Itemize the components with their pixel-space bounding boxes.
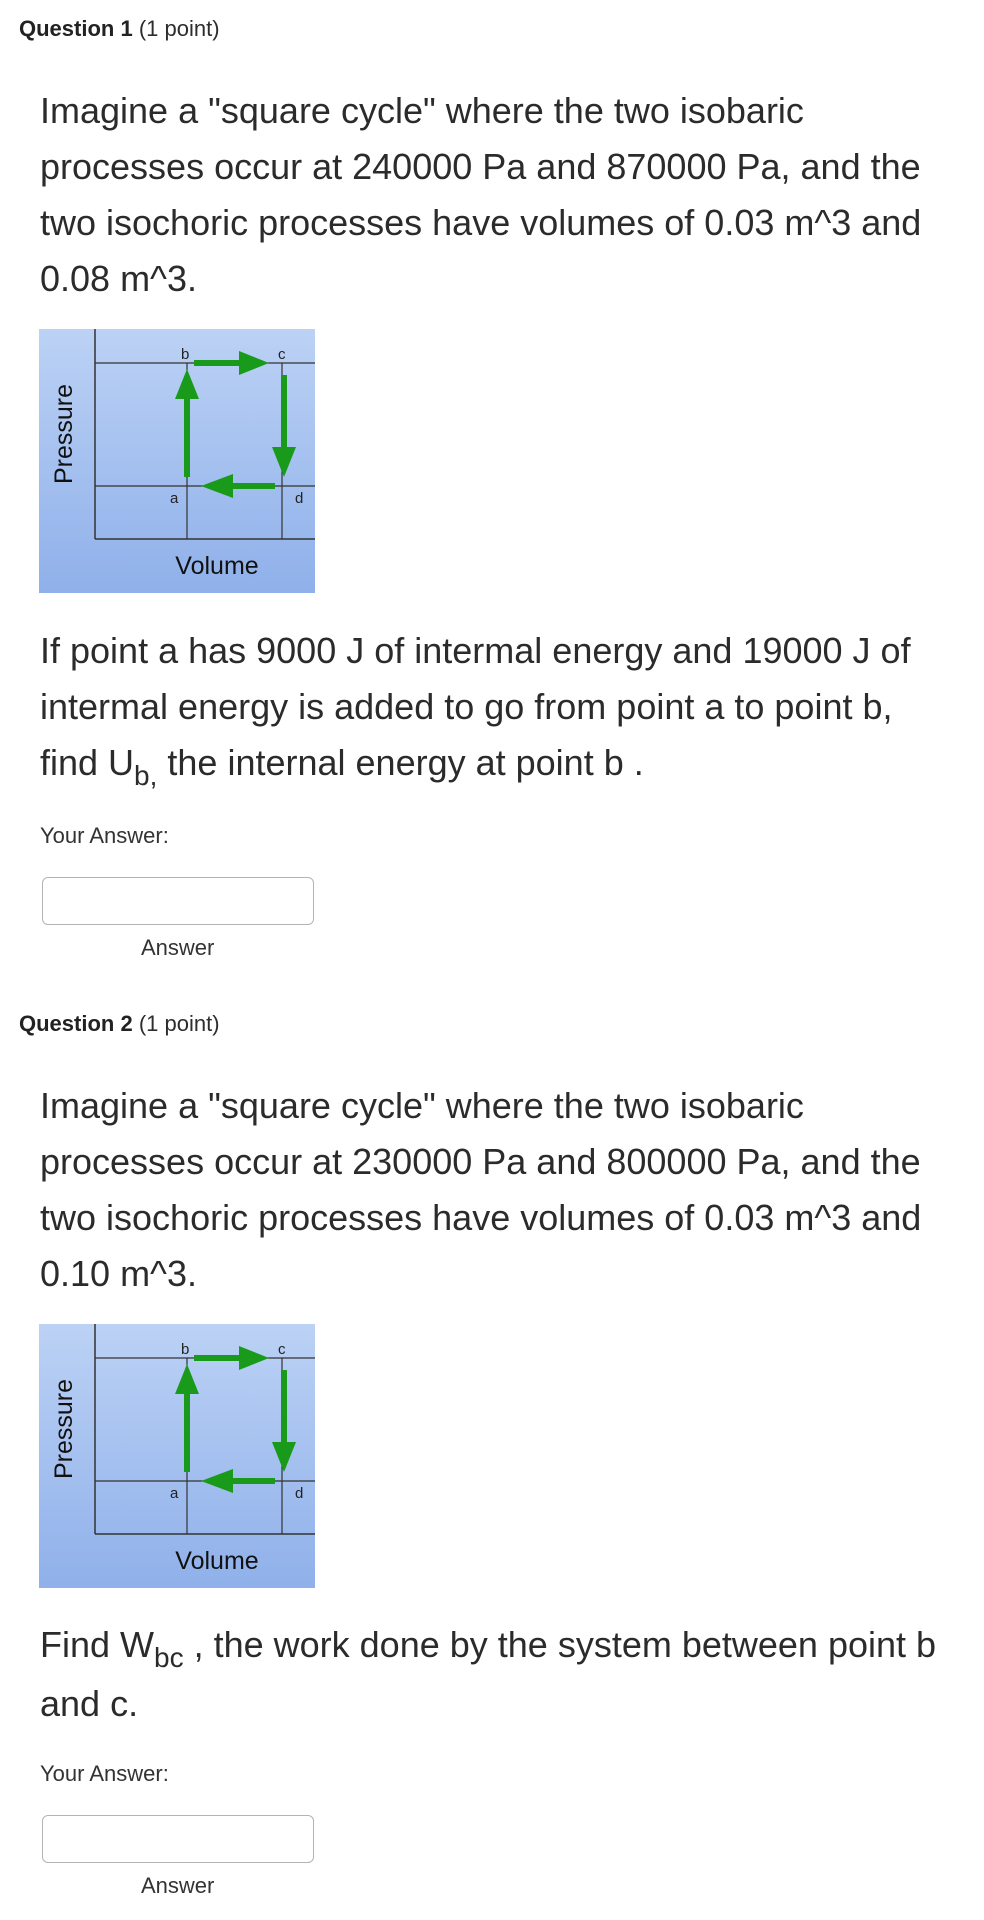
question-2-intro-block: [40, 1078, 940, 1302]
question-1-intro: Imagine a "square cycle" where the two isobaric processes occur at 240000 Pa and 870000 Pa, and the two isochoric processes have volumes of 0.03 m^3 and 0.08 m^3.: [40, 90, 922, 299]
point-label-b: b: [181, 1341, 190, 1358]
question-1-prompt-text: If point a has 9000 J of intermal energy and 19000 J of intermal energy is added to go from point a to point b, find U: [40, 630, 911, 783]
arrow-b-to-c: [194, 1355, 244, 1361]
point-label-d: d: [295, 490, 304, 507]
x-axis-title: Volume: [175, 552, 259, 580]
question-2-header: [19, 1011, 220, 1037]
question-2-answer-input[interactable]: [42, 1815, 314, 1863]
arrow-d-to-a: [229, 483, 275, 489]
question-2-pv-diagram: [39, 1324, 315, 1588]
question-1-answer-caption: Answer: [141, 935, 215, 960]
question-2-intro: Imagine a "square cycle" where the two isobaric processes occur at 230000 Pa and 800000 Pa, and the two isochoric processes have volumes of 0.03 m^3 and 0.10 m^3.: [40, 1085, 922, 1294]
question-1-prompt-tail: the internal energy at point b .: [157, 742, 644, 783]
point-label-a: a: [170, 490, 179, 507]
question-2-answer-caption: Answer: [141, 1873, 215, 1898]
question-2-number: Question 2: [19, 1011, 133, 1036]
arrow-a-to-b: [184, 389, 190, 477]
question-1-prompt-block: [40, 623, 940, 794]
question-1-intro-block: [40, 83, 940, 307]
question-2-prompt-text: Find W: [40, 1624, 155, 1665]
question-1-prompt: [40, 623, 940, 794]
question-2-prompt-subscript: bc: [154, 1642, 184, 1673]
point-label-c: c: [278, 346, 286, 363]
arrow-c-to-d: [281, 1370, 287, 1450]
arrow-c-to-d: [281, 375, 287, 455]
question-2-prompt-block: [40, 1617, 940, 1732]
point-label-b: b: [181, 346, 190, 363]
y-axis-title: Pressure: [50, 383, 78, 485]
point-label-a: a: [170, 1485, 179, 1502]
arrow-a-to-b: [184, 1384, 190, 1472]
question-1-answer-input[interactable]: [42, 877, 314, 925]
question-1-points: (1 point): [138, 16, 220, 41]
point-label-c: c: [278, 1341, 286, 1358]
question-2-points: (1 point): [138, 1011, 220, 1036]
question-1-header: [19, 16, 220, 42]
arrow-d-to-a: [229, 1478, 275, 1484]
question-2-prompt: [40, 1617, 940, 1732]
question-2-your-answer-label: Your Answer:: [40, 1761, 169, 1786]
x-axis-title: Volume: [175, 1547, 259, 1575]
question-2-prompt-tail: , the work done by the system between point b and c.: [40, 1624, 937, 1724]
question-1-prompt-subscript: b,: [134, 760, 158, 791]
question-1-pv-diagram: [39, 329, 315, 593]
question-1-your-answer-label: Your Answer:: [40, 823, 169, 848]
arrow-b-to-c: [194, 360, 244, 366]
point-label-d: d: [295, 1485, 304, 1502]
y-axis-title: Pressure: [50, 1378, 78, 1480]
question-1-number: Question 1: [19, 16, 133, 41]
